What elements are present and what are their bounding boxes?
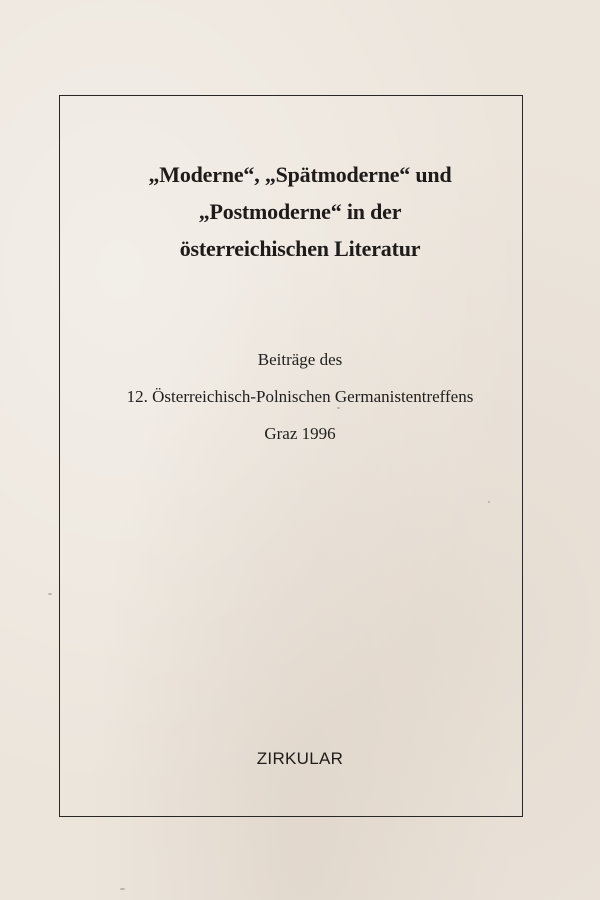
paper-speck <box>48 593 52 595</box>
paper-speck <box>488 501 490 503</box>
book-subtitle <box>0 341 600 452</box>
title-line-1: „Moderne“, „Spätmoderne“ und <box>148 162 452 187</box>
subtitle-line-3: Graz 1996 <box>264 424 336 443</box>
paper-speck <box>337 407 340 409</box>
title-line-3: österreichischen Literatur <box>179 236 421 261</box>
subtitle-line-1: Beiträge des <box>257 350 343 369</box>
publisher-name: ZIRKULAR <box>256 749 344 768</box>
title-line-2: „Postmoderne“ in der <box>198 199 402 224</box>
paper-speck <box>120 888 125 890</box>
book-title <box>0 156 600 267</box>
subtitle-line-2: 12. Österreichisch-Polnischen Germanistentreffens <box>126 387 474 406</box>
